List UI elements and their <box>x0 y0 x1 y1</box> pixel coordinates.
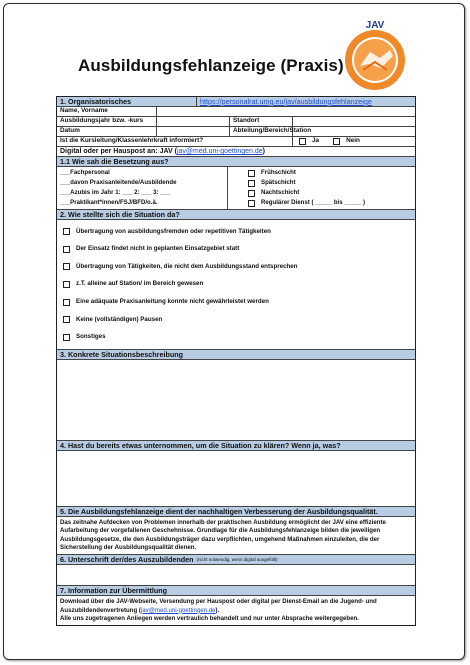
shift-label: Spätschicht <box>261 178 296 186</box>
situation-checkbox[interactable] <box>63 281 70 288</box>
shift-checkbox[interactable] <box>248 200 255 207</box>
section-3-heading: 3. Konkrete Situationsbeschreibung <box>60 350 184 360</box>
section-6-header <box>57 555 415 565</box>
shift-checkbox[interactable] <box>248 190 255 197</box>
informed-row <box>57 137 415 147</box>
submission-end: ) <box>262 148 266 155</box>
informed-label: Ist die Kursleitung/Klassenlehrkraft informiert? <box>57 137 293 146</box>
situation-label: Der Einsatz findet nicht in geplanten Einsatzgebiet statt <box>76 245 240 253</box>
year-field[interactable] <box>157 117 230 126</box>
situation-checkbox[interactable] <box>63 228 70 235</box>
section-5-text: Das zeitnahe Aufdecken von Problemen innerhalb der praktischen Ausbildung ermöglicht der JAV eine effiziente Aufarbeitung der vorgefallenen Geschehnisse. Grundlage für die Ausbildungsfehlanzeige bilden die jeweiligen Ausbildungsgesetze, die den Ausbildungsträger dazu verpflichten, umgehend Maßnahmen einzuleiten, die der Sicherstellung der Ausbildungsqualität dienen. <box>57 517 415 555</box>
location-field[interactable] <box>293 117 415 126</box>
section-7-text-c: Alle uns zugetragenen Anliegen werden vertraulich behandelt und nur unter Absprache weitergegeben. <box>60 614 359 622</box>
section-1-1-heading: 1.1 Wie sah die Besetzung aus? <box>60 156 169 166</box>
shift-label: Regulärer Dienst ( _____ bis _____ ) <box>261 198 365 206</box>
name-row <box>57 107 415 117</box>
shift-label: Frühschicht <box>261 168 296 176</box>
section-7-header <box>57 586 415 596</box>
date-field[interactable] <box>157 127 230 136</box>
no-checkbox[interactable] <box>333 138 340 145</box>
signature-field[interactable] <box>57 565 415 586</box>
shift-checkbox[interactable] <box>248 180 255 187</box>
year-location-row <box>57 117 415 127</box>
situation-label: Übertragung von Tätigkeiten, die nicht dem Ausbildungsstand entsprechen <box>76 262 298 270</box>
department-label: Abteilung/Bereich/Station <box>230 127 293 136</box>
section-7-text-a: Download über die JAV-Webseite, Versendung per Hauspost oder digital per Dienst-Email an die Jugend- und Auszubildendenvertretung ( <box>60 598 377 614</box>
section-3-header <box>57 350 415 360</box>
section-4-header <box>57 441 415 451</box>
yes-checkbox[interactable] <box>299 138 306 145</box>
situation-label: z.T. alleine auf Station/ im Bereich gewesen <box>76 280 204 288</box>
year-label: Ausbildungsjahr bzw. -kurs <box>57 117 157 126</box>
shift-column <box>227 167 415 209</box>
no-label: Nein <box>346 137 360 145</box>
situation-label: Keine (vollständigen) Pausen <box>76 315 163 323</box>
shift-checkbox[interactable] <box>248 170 255 177</box>
staff-line[interactable]: ___Praktikant*innen/FSJ/BFD/o.ä. <box>60 198 158 206</box>
situation-label: Sonstiges <box>76 333 106 341</box>
staff-line[interactable]: ___davon Praxisanleitende/Ausbildende <box>60 178 177 186</box>
section-1-heading: 1. Organisatorisches <box>57 97 197 106</box>
staffing-block <box>57 167 415 210</box>
situation-description-field[interactable] <box>57 360 415 441</box>
name-label: Name, Vorname <box>57 107 157 116</box>
section-2-heading: 2. Wie stellte sich die Situation da? <box>60 209 180 219</box>
situation-checkbox[interactable] <box>63 334 70 341</box>
section-7-heading: 7. Information zur Übermittlung <box>60 586 168 596</box>
section-6-heading: 6. Unterschrift der/des Auszubildenden <box>60 555 194 565</box>
submission-email-link[interactable]: jav@med.uni-goettingen.de <box>176 148 263 155</box>
section-7-text-b: ). <box>215 606 220 614</box>
yes-label: Ja <box>312 137 320 145</box>
section-6-note: (nicht notwendig, wenn digital ausgefüllt) <box>196 556 278 562</box>
situation-options <box>57 220 415 350</box>
name-field[interactable] <box>157 107 415 116</box>
section-1-1-header <box>57 157 415 167</box>
page-title: Ausbildungsfehlanzeige (Praxis) <box>78 56 344 75</box>
form <box>56 96 416 626</box>
section-2-header <box>57 210 415 220</box>
submission-row <box>57 147 415 157</box>
jav-logo <box>335 18 415 98</box>
shift-label: Nachtschicht <box>261 188 300 196</box>
ausbildungsfehlanzeige-link[interactable]: https://personalrat.umg.eu/jav/ausbildungsfehlanzeige <box>200 96 372 106</box>
section-7-text <box>57 596 415 625</box>
date-label: Datum <box>57 127 157 136</box>
section-7-email-link[interactable]: jav@med.uni-goettingen.de <box>140 606 216 614</box>
situation-checkbox[interactable] <box>63 246 70 253</box>
situation-checkbox[interactable] <box>63 316 70 323</box>
location-label: Standort <box>230 117 293 126</box>
date-department-row <box>57 127 415 137</box>
section-4-heading: 4. Hast du bereits etwas unternommen, um die Situation zu klären? Wenn ja, was? <box>60 441 341 451</box>
situation-label: Eine adäquate Praxisanleitung konnte nicht gewährleistet werden <box>76 298 269 306</box>
actions-taken-field[interactable] <box>57 451 415 507</box>
department-field[interactable] <box>293 127 415 136</box>
section-5-heading: 5. Die Ausbildungsfehlanzeige dient der nachhaltigen Verbesserung der Ausbildungsqualität. <box>60 507 378 517</box>
section-5-header <box>57 507 415 517</box>
section-1-header <box>57 97 415 107</box>
situation-checkbox[interactable] <box>63 299 70 306</box>
staff-column <box>57 167 227 209</box>
situation-checkbox[interactable] <box>63 263 70 270</box>
staff-line[interactable]: ___Azubis im Jahr 1: ___ 2: ___ 3: ___ <box>60 188 171 196</box>
staff-line[interactable]: ___Fachpersonal <box>60 168 110 176</box>
situation-label: Übertragung von ausbildungsfremden oder repetitiven Tätigkeiten <box>76 227 271 235</box>
svg-text:JAV: JAV <box>365 20 385 31</box>
submission-label: Digital oder per Hauspost an: JAV ( <box>60 148 177 155</box>
